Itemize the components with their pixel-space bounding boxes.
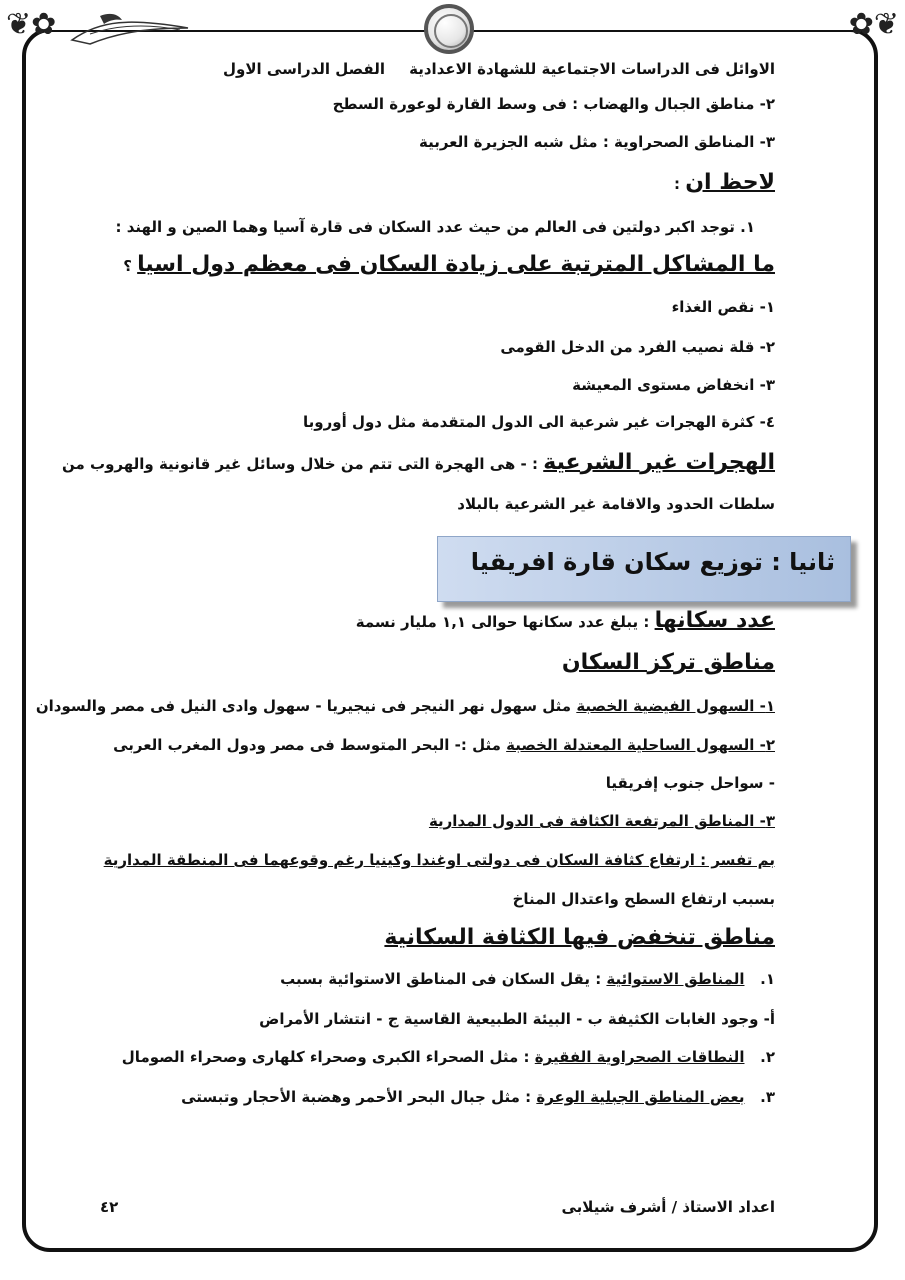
bird-ornament-icon xyxy=(70,10,190,46)
concentration-3: ٣- المناطق المرتفعة الكثافة فى الدول المدارية xyxy=(428,812,775,830)
illegal-migration-line xyxy=(62,450,775,475)
illegal-migration-title: الهجرات غير الشرعية xyxy=(543,450,775,475)
low-density-3-number: ٣. xyxy=(760,1088,775,1106)
low-density-3-text: : مثل جبال البحر الأحمر وهضبة الأحجار وتبستى xyxy=(181,1088,537,1106)
low-density-2-text: : مثل الصحراء الكبرى وصحراء كلهارى وصحراء الصومال xyxy=(121,1048,535,1066)
low-density-1-text: : يقل السكان فى المناطق الاستوائية بسبب xyxy=(280,970,607,988)
line-mountains: ٢- مناطق الجبال والهضاب : فى وسط القارة لوعورة السطح xyxy=(332,95,775,113)
concentration-1 xyxy=(36,697,775,715)
illegal-migration-definition-cont: سلطات الحدود والاقامة غير الشرعية بالبلاد xyxy=(457,495,775,513)
line-deserts: ٣- المناطق الصحراوية : مثل شبه الجزيرة العربية xyxy=(419,133,775,151)
low-density-1-number: ١. xyxy=(760,970,775,988)
note-heading xyxy=(674,170,775,195)
problems-heading xyxy=(123,252,775,277)
concentration-2-cont: - سواحل جنوب إفريقيا xyxy=(605,774,775,792)
note-title: لاحظ ان xyxy=(685,170,775,195)
concentration-1-text: مثل سهول نهر النيجر فى نيجيريا - سهول وادى النيل فى مصر والسودان xyxy=(35,697,577,715)
problems-question-mark: ؟ xyxy=(123,257,132,275)
low-density-2-number: ٢. xyxy=(760,1048,775,1066)
concentration-2-title: ٢- السهول الساحلية المعتدلة الخصبة xyxy=(506,736,775,754)
medallion-ornament xyxy=(424,4,474,54)
header-term: الفصل الدراسى الاول xyxy=(223,60,385,78)
note-item: ١. توجد اكبر دولتين فى العالم من حيث عدد السكان فى قارة آسيا وهما الصين و الهند : xyxy=(115,218,755,236)
low-density-1-reasons: أ- وجود الغابات الكثيفة ب - البيئة الطبيعية القاسية ج - انتشار الأمراض xyxy=(259,1010,775,1028)
flourish-right-icon: ✿❦ xyxy=(848,7,899,42)
explain-answer: بسبب ارتفاع السطح واعتدال المناخ xyxy=(512,890,775,908)
concentration-2-text: مثل :- البحر المتوسط فى مصر ودول المغرب العربى xyxy=(113,736,507,754)
footer-page-number: ٤٢ xyxy=(100,1198,119,1216)
low-density-3 xyxy=(181,1088,775,1106)
footer-author: اعداد الاستاذ / أشرف شيلابى xyxy=(561,1198,775,1216)
header-title: الاوائل فى الدراسات الاجتماعية للشهادة الاعدادية xyxy=(409,60,775,78)
population-line xyxy=(356,608,775,633)
page-frame xyxy=(22,28,878,1252)
concentration-title: مناطق تركز السكان xyxy=(561,650,775,675)
low-density-1-title: المناطق الاستوائية xyxy=(606,970,745,988)
low-density-2 xyxy=(122,1048,775,1066)
low-density-2-title: النطاقات الصحراوية الفقيرة xyxy=(534,1048,745,1066)
problem-1: ١- نقص الغذاء xyxy=(671,298,775,316)
population-text: : يبلغ عدد سكانها حوالى ١,١ مليار نسمة xyxy=(355,613,650,631)
problem-3: ٣- انخفاض مستوى المعيشة xyxy=(572,376,775,394)
low-density-heading xyxy=(384,925,775,950)
low-density-1 xyxy=(280,970,775,988)
section-banner-title: ثانيا : توزيع سكان قارة افريقيا xyxy=(470,548,835,576)
note-colon: : xyxy=(673,175,680,193)
explain-question: بم تفسر : ارتفاع كثافة السكان فى دولتى اوغندا وكينيا رغم وقوعهما فى المنطقة المدارية xyxy=(103,851,775,869)
concentration-2 xyxy=(113,736,775,754)
population-title: عدد سكانها xyxy=(654,608,775,633)
concentration-1-title: ١- السهول الفيضية الخصبة xyxy=(576,697,775,715)
problems-title: ما المشاكل المترتبة على زيادة السكان فى معظم دول اسيا xyxy=(137,252,775,277)
problem-4: ٤- كثرة الهجرات غير شرعية الى الدول المتقدمة مثل دول أوروبا xyxy=(303,413,775,431)
flourish-left-icon: ❦✿ xyxy=(6,7,57,42)
problem-2: ٢- قلة نصيب الفرد من الدخل القومى xyxy=(500,338,775,356)
low-density-3-title: بعض المناطق الجبلية الوعرة xyxy=(536,1088,745,1106)
concentration-heading xyxy=(562,650,775,675)
illegal-migration-definition: : - هى الهجرة التى تتم من خلال وسائل غير قانونية والهروب من xyxy=(61,455,538,473)
low-density-title: مناطق تنخفض فيها الكثافة السكانية xyxy=(384,925,775,950)
